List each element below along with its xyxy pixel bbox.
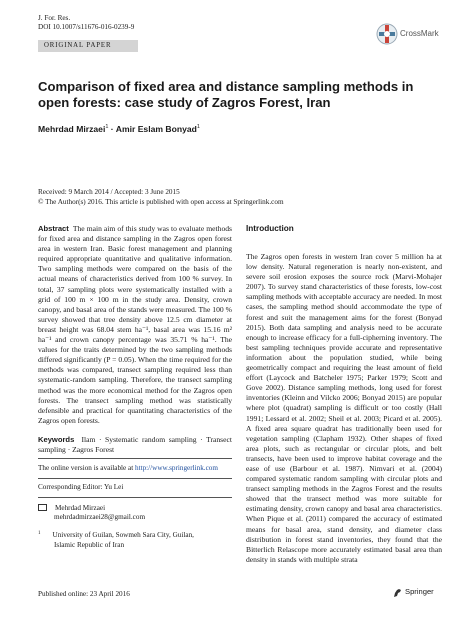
affiliation-marker: 1 bbox=[196, 124, 200, 131]
footnote-divider bbox=[38, 497, 232, 498]
contact-email[interactable]: mehrdadmirzaei28@gmail.com bbox=[54, 513, 146, 522]
springer-logo bbox=[392, 587, 444, 599]
journal-name: J. For. Res. bbox=[38, 14, 71, 22]
keywords-text: Ilam · Systematic random sampling · Transect sampling · Zagros Forest bbox=[38, 434, 232, 454]
publisher-name: Springer bbox=[405, 587, 434, 596]
affiliation-block bbox=[38, 529, 194, 550]
author-line bbox=[38, 124, 438, 134]
corresponding-editor: Corresponding Editor: Yu Lei bbox=[38, 483, 124, 491]
footnote-divider bbox=[38, 478, 232, 479]
springer-horse-icon bbox=[392, 587, 403, 598]
left-column bbox=[38, 224, 232, 455]
keywords-label: Keywords bbox=[38, 434, 75, 444]
journal-header bbox=[38, 14, 134, 32]
introduction-text: The Zagros open forests in western Iran cover 5 million ha at low density. Natural regeneration is nearly non-existent, and severe soil erosion exposes the source rock (Marvi-Mohajer 2007). To survey stand characteristics of these forests, low-cost sampling methods with acceptable accuracy are needed. In most cases, the sampling method should accommodate the type of forest and suit the management aims for the forest (Bonyad 2015). Both data sampling and analysis need to be accurate enough to increase efficacy for a full-cipherning inventory. The best sampling techniques provide accurate and representative information about the population studied, while being geometrically compact and requiring the least amount of field effort (Laycock and Batcheler 1975; Parker 1979; Scott and Gove 2002). Distance sampling methods, long used for forest inventories (Kleinn and Vilcko 2006; Bonyad 2015) are popular where plot (quadrat) sampling is difficult or too costly (Hall 1991; Lessard et al. 2002; Sheil et al. 2003; Picard et al. 2005). A fixed area square quadrat has traditionally been used for vegetation sampling (Clapham 1932). Other shapes of fixed area plots, such as rectangular or circular plots, and belt transects, have been used to improve habitat coverage and the ease of use (Barbour et al. 1987). Nimvari et al. (2004) compared systematic random sampling with circular plots and transect sampling methods in the Zagros Forest and the results showed that the transect method was more suitable for estimating density, crown canopy and basal area characteristics. When Pique et al. (2011) compared the accuracy of estimated means for basal area, stand density, and diameter class distribution in forest stand inventories, they found that the Bitterlich Relascope more accurately estimated basal area than density in stands with multiple strata bbox=[246, 252, 442, 564]
author-name[interactable]: Amir Eslam Bonyad bbox=[115, 124, 197, 134]
article-dates bbox=[38, 188, 284, 207]
article-type-badge: ORIGINAL PAPER bbox=[38, 40, 138, 52]
footnote-divider bbox=[38, 458, 232, 459]
abstract-text: The main aim of this study was to evaluate methods for fixed area and distance sampling in the Zagros open forest area in western Iran. Basic forest management and planning required appropriate quantitative and qualitative information. Two sampling methods were compared on the basis of the actual means of characteristics derived from 100 % survey. In total, 37 sampling plots were systematically installed with a grid of 100 m × 100 m in the study area. Density, crown canopy, and basal area of the stands were measured. The 100 % survey showed that tree density above 12.5 cm diameter at breast height was 68.04 stem ha⁻¹, basal area was 15.16 m² ha⁻¹ and crown canopy percentage was 35.71 % ha⁻¹. The values for the traits determined by the two sampling methods differed significantly (P = 0.05). When the time required for the methods was compared, transect sampling required less than systematic-random sampling. Therefore, the transect sampling method was the more economical method for the Zagros open forests. The transect sampling method was statistically defensible and practical for quantitating characteristics of the Zagros open forests. bbox=[38, 224, 232, 425]
envelope-icon bbox=[38, 504, 47, 511]
abstract-paragraph bbox=[38, 224, 232, 426]
affiliation-marker: 1 bbox=[105, 124, 109, 131]
affiliation-line: Islamic Republic of Iran bbox=[54, 540, 125, 549]
published-online-date: Published online: 23 April 2016 bbox=[38, 590, 130, 598]
online-version-text: The online version is available at bbox=[38, 464, 135, 472]
received-accepted-dates: Received: 9 March 2014 / Accepted: 3 June 2015 bbox=[38, 188, 180, 196]
contact-name: Mehrdad Mirzaei bbox=[55, 504, 106, 512]
section-heading: Introduction bbox=[246, 224, 294, 233]
contact-block bbox=[38, 503, 145, 522]
copyright-line: © The Author(s) 2016. This article is published with open access at Springerlink.com bbox=[38, 197, 284, 206]
crossmark-label: CrossMark bbox=[400, 29, 439, 38]
crossmark-badge[interactable] bbox=[376, 22, 444, 46]
doi-line: DOI 10.1007/s11676-016-0239-9 bbox=[38, 23, 135, 31]
affiliation-line: University of Guilan, Sowmeh Sara City, Guilan, bbox=[52, 531, 194, 540]
springerlink-link[interactable]: http://www.springerlink.com bbox=[135, 464, 218, 472]
article-title: Comparison of fixed area and distance sampling methods in open forests: case study of Zagros Forest, Iran bbox=[38, 79, 414, 110]
author-separator: · bbox=[108, 124, 116, 134]
right-column bbox=[246, 224, 442, 565]
affiliation-number: 1 bbox=[38, 531, 41, 536]
abstract-label: Abstract bbox=[38, 224, 69, 233]
online-version-note bbox=[38, 464, 218, 473]
keywords-paragraph bbox=[38, 435, 232, 455]
author-name[interactable]: Mehrdad Mirzaei bbox=[38, 124, 106, 134]
